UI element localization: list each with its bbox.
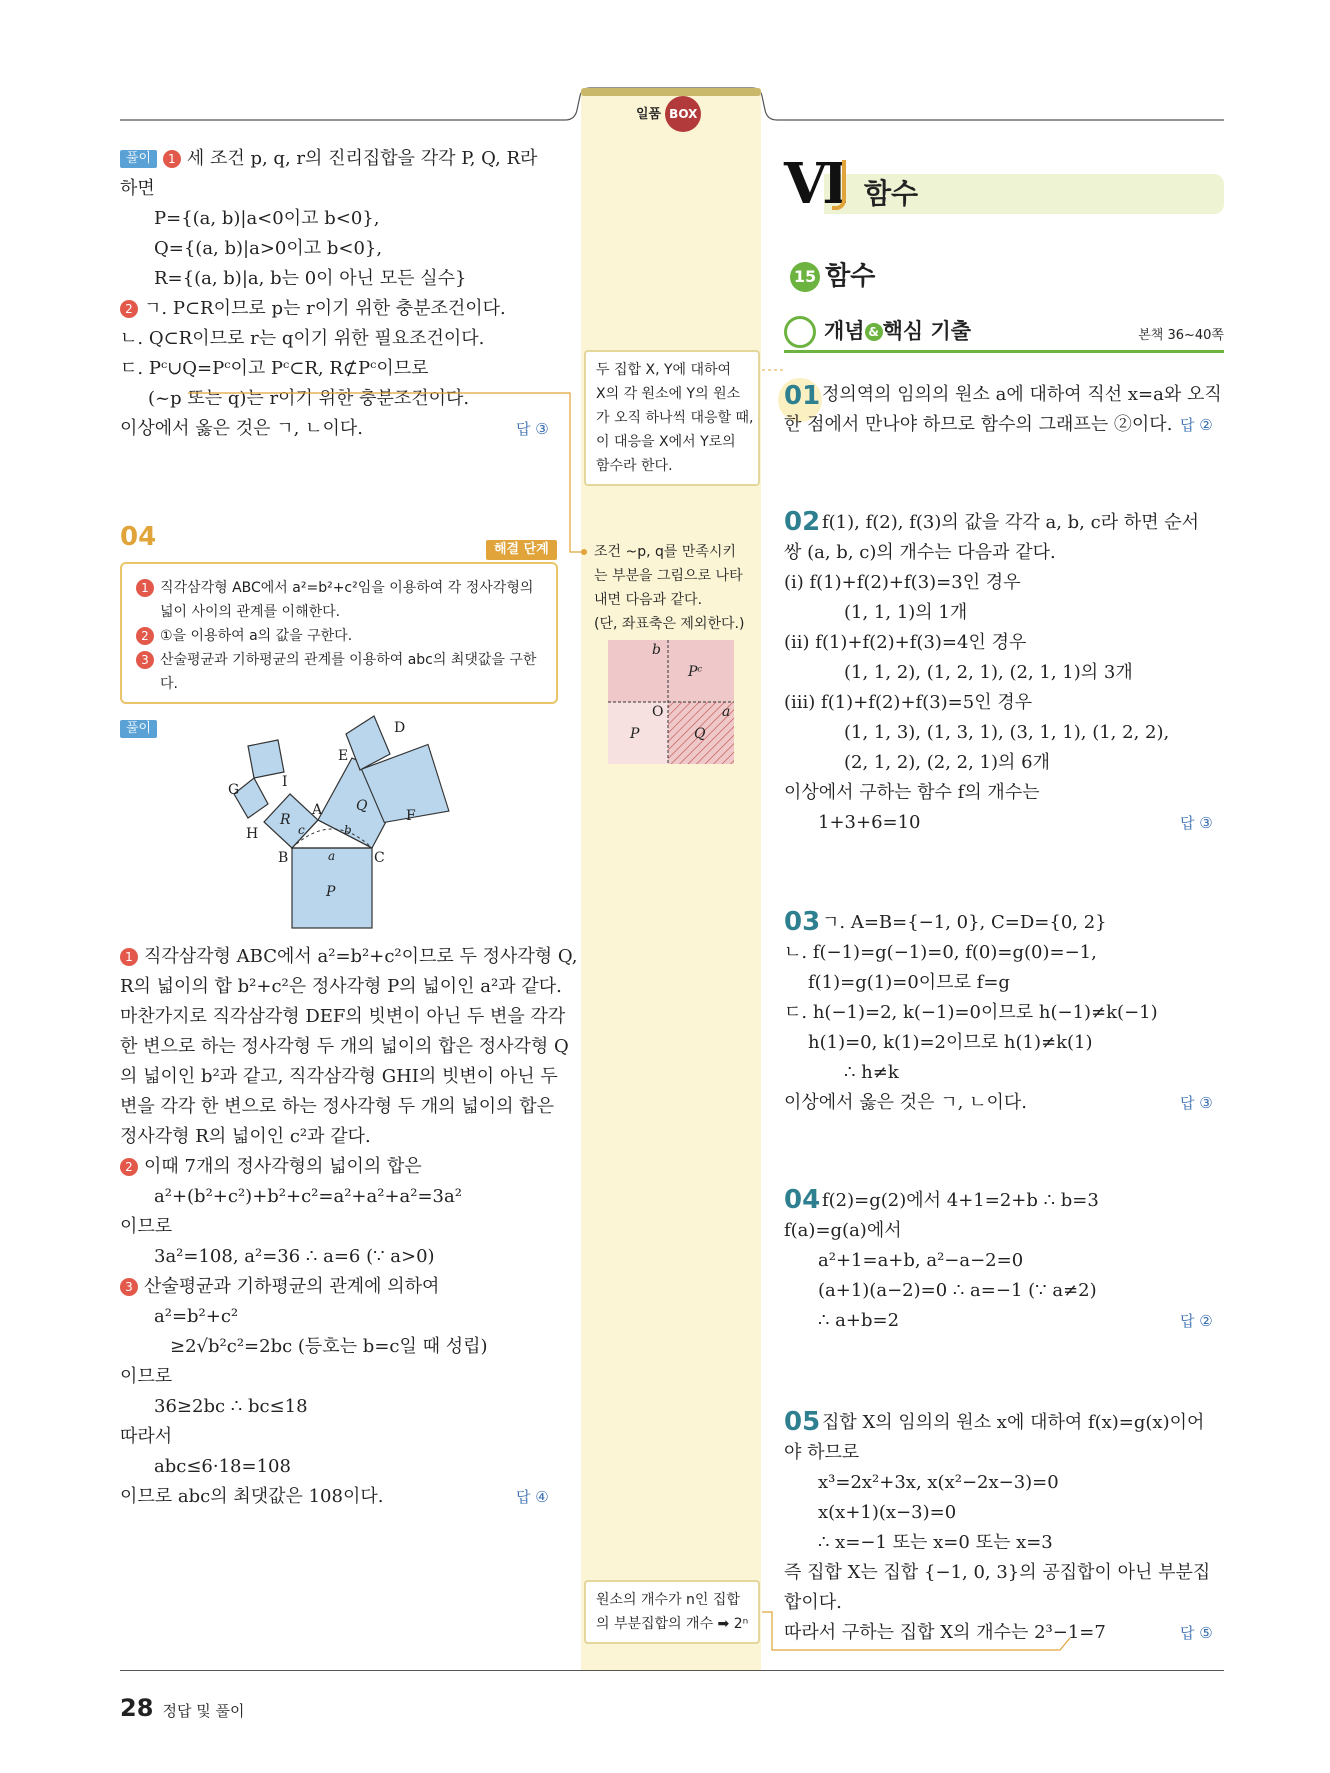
footer-rule bbox=[120, 1670, 1224, 1671]
text-line: 3a²=108, a²=36 ∴ a=6 (∵ a>0) bbox=[154, 1246, 435, 1267]
text-line: abc≤6·18=108 bbox=[154, 1456, 291, 1477]
text-line: 집합 X의 임의의 원소 x에 대하여 f(x)=g(x)이어 bbox=[822, 1412, 1205, 1433]
answer-badge: 답 ③ bbox=[516, 420, 549, 438]
chapter-banner bbox=[784, 152, 1224, 216]
text-line: 이때 7개의 정사각형의 넓이의 합은 bbox=[144, 1156, 422, 1177]
label-G: G bbox=[228, 782, 240, 798]
steps-label: 해결 단계 bbox=[486, 540, 557, 560]
text-line: 1+3+6=10 bbox=[818, 812, 921, 833]
text-line: P={(a, b)|a<0이고 b<0}, bbox=[154, 208, 380, 229]
label-H: H bbox=[246, 826, 259, 842]
solution-tag: 풀이 bbox=[120, 150, 157, 168]
text-line: 변을 각각 한 변으로 하는 정사각형 두 개의 넓이의 합은 bbox=[120, 1096, 555, 1117]
box-label-1: 일품 bbox=[636, 107, 662, 122]
text-line: (2, 1, 2), (2, 2, 1)의 6개 bbox=[844, 752, 1050, 773]
chapter-numeral: Ⅵ bbox=[784, 151, 849, 217]
problem-02 bbox=[784, 508, 1224, 838]
label-Q: Q bbox=[356, 798, 368, 814]
text-line: ㄱ. P⊂R이므로 p는 r이기 위한 충분조건이다. bbox=[144, 298, 506, 319]
solution-tag-2 bbox=[120, 718, 157, 738]
text-line: h(1)=0, k(1)=2이므로 h(1)≠k(1) bbox=[808, 1032, 1093, 1053]
text-line: 36≥2bc ∴ bc≤18 bbox=[154, 1396, 308, 1417]
page-number: 28 bbox=[120, 1694, 154, 1722]
text-line: (ⅰ) f(1)+f(2)+f(3)=3인 경우 bbox=[784, 572, 1021, 593]
subsection-title bbox=[824, 316, 971, 346]
subsection-icon bbox=[784, 316, 816, 348]
text-line: 정사각형 R의 넓이인 c²과 같다. bbox=[120, 1126, 371, 1147]
text-line: 이상에서 구하는 함수 f의 개수는 bbox=[784, 782, 1040, 803]
label-A: A bbox=[312, 802, 323, 818]
text-line: ㄷ. h(−1)=2, k(−1)=0이므로 h(−1)≠k(−1) bbox=[784, 1002, 1158, 1023]
sidebar-note-function-def bbox=[584, 350, 760, 486]
text-line: 이므로 bbox=[120, 1366, 173, 1387]
step-text: ①을 이용하여 a의 값을 구한다. bbox=[160, 628, 353, 644]
step-text: 넓이 사이의 관계를 이해한다. bbox=[160, 604, 341, 620]
problem-number: 01 bbox=[784, 381, 821, 411]
step-marker-1: 1 bbox=[163, 150, 181, 168]
label-D: D bbox=[394, 720, 406, 736]
footer bbox=[120, 1690, 245, 1726]
note-line: 의 부분집합의 개수 ➡ 2ⁿ bbox=[596, 1616, 749, 1632]
step-num: 1 bbox=[136, 579, 154, 597]
label-c: c bbox=[298, 823, 305, 837]
answer-badge: 답 ③ bbox=[1180, 1094, 1213, 1112]
text-line: (~p 또는 q)는 r이기 위한 충분조건이다. bbox=[148, 388, 470, 409]
step-text: 다. bbox=[160, 676, 178, 692]
region-Q-label: Q bbox=[694, 726, 706, 742]
text-line: ㄴ. f(−1)=g(−1)=0, f(0)=g(0)=−1, bbox=[784, 942, 1097, 963]
subsection-amp: & bbox=[865, 323, 883, 341]
text-line: Q={(a, b)|a>0이고 b<0}, bbox=[154, 238, 383, 259]
text-line: R={(a, b)|a, b는 0이 아닌 모든 실수} bbox=[154, 268, 467, 289]
note-line: 두 집합 X, Y에 대하여 bbox=[596, 362, 732, 378]
subsection-underline bbox=[784, 350, 1224, 353]
step-num: 3 bbox=[136, 651, 154, 669]
text-line: 따라서 구하는 집합 X의 개수는 2³−1=7 bbox=[784, 1622, 1106, 1643]
text-line: (1, 1, 1)의 1개 bbox=[844, 602, 968, 623]
page-reference: 본책 36~40쪽 bbox=[1138, 328, 1224, 343]
sidebar-note-condition bbox=[594, 540, 744, 636]
text-line: 마찬가지로 직각삼각형 DEF의 빗변이 아닌 두 변을 각각 bbox=[120, 1006, 566, 1027]
answer-badge: 답 ② bbox=[1180, 416, 1213, 434]
text-line: ∴ x=−1 또는 x=0 또는 x=3 bbox=[818, 1532, 1053, 1553]
label-E: E bbox=[338, 748, 349, 764]
problem-number: 02 bbox=[784, 507, 821, 537]
text-line: 쌍 (a, b, c)의 개수는 다음과 같다. bbox=[784, 542, 1056, 563]
text-line: 산술평균과 기하평균의 관계에 의하여 bbox=[144, 1276, 440, 1297]
text-line: 한 변으로 하는 정사각형 두 개의 넓이의 합은 정사각형 Q bbox=[120, 1036, 569, 1057]
pythagoras-figure bbox=[210, 710, 470, 930]
text-line: 이므로 bbox=[120, 1216, 173, 1237]
text-line: a²=b²+c² bbox=[154, 1306, 239, 1327]
region-graph bbox=[608, 640, 734, 764]
label-F: F bbox=[406, 808, 416, 824]
text-line: 이상에서 옳은 것은 ㄱ, ㄴ이다. bbox=[120, 418, 363, 439]
text-line: 즉 집합 X는 집합 {−1, 0, 3}의 공집합이 아닌 부분집 bbox=[784, 1562, 1211, 1583]
text-line: a²+1=a+b, a²−a−2=0 bbox=[818, 1250, 1024, 1271]
text-line: a²+(b²+c²)+b²+c²=a²+a²+a²=3a² bbox=[154, 1186, 462, 1207]
box-label-2: BOX bbox=[665, 96, 701, 132]
step-text: 직각삼각형 ABC에서 a²=b²+c²임을 이용하여 각 정사각형의 bbox=[160, 580, 534, 596]
chapter-title: 함수 bbox=[864, 177, 919, 210]
footer-label: 정답 및 풀이 bbox=[162, 1702, 245, 1720]
steps-box bbox=[120, 562, 558, 704]
text-line: f(2)=g(2)에서 4+1=2+b ∴ b=3 bbox=[822, 1190, 1099, 1211]
note-line: 이 대응을 X에서 Y로의 bbox=[596, 434, 736, 450]
problem-number: 04 bbox=[784, 1185, 821, 1215]
answer-badge: 답 ② bbox=[1180, 1312, 1213, 1330]
label-b: b bbox=[344, 823, 352, 837]
section-title: 함수 bbox=[825, 261, 876, 292]
note-line: 함수라 한다. bbox=[596, 458, 673, 474]
text-line: R의 넓이의 합 b²+c²은 정사각형 P의 넓이인 a²과 같다. bbox=[120, 976, 562, 997]
answer-badge: 답 ③ bbox=[1180, 814, 1213, 832]
text-line: (a+1)(a−2)=0 ∴ a=−1 (∵ a≠2) bbox=[818, 1280, 1097, 1301]
text-line: 야 하므로 bbox=[784, 1442, 860, 1463]
label-P: P bbox=[326, 884, 336, 900]
problem-04 bbox=[784, 1186, 1224, 1336]
chapter-bracket bbox=[832, 160, 846, 210]
problem-number: 05 bbox=[784, 1407, 821, 1437]
text-line: 정의역의 임의의 원소 a에 대하여 직선 x=a와 오직 bbox=[822, 384, 1222, 405]
subsection-title-1: 개념 bbox=[824, 319, 865, 343]
section-heading bbox=[790, 260, 875, 292]
text-line: 합이다. bbox=[784, 1592, 842, 1613]
subsection-bar bbox=[784, 312, 1224, 354]
problem-03 bbox=[784, 908, 1224, 1118]
answer-badge: 답 ④ bbox=[516, 1488, 549, 1506]
axis-b-label: b bbox=[652, 642, 661, 658]
step-marker-2: 2 bbox=[120, 1158, 138, 1176]
note-line: 내면 다음과 같다. bbox=[594, 592, 703, 608]
step-num: 2 bbox=[136, 627, 154, 645]
text-line: f(1)=g(1)=0이므로 f=g bbox=[808, 972, 1010, 993]
region-Pc-label: Pᶜ bbox=[688, 664, 703, 680]
note-line: 가 오직 하나씩 대응할 때, bbox=[596, 410, 754, 426]
text-line: ㄴ. Q⊂R이므로 r는 q이기 위한 필요조건이다. bbox=[120, 328, 485, 349]
step-text: 산술평균과 기하평균의 관계를 이용하여 abc의 최댓값을 구한 bbox=[160, 652, 537, 668]
solution-tag-label: 풀이 bbox=[120, 720, 157, 738]
note-line: (단, 좌표축은 제외한다.) bbox=[594, 616, 745, 632]
label-R: R bbox=[280, 812, 291, 828]
text-line: f(a)=g(a)에서 bbox=[784, 1220, 902, 1241]
text-line: (ⅲ) f(1)+f(2)+f(3)=5인 경우 bbox=[784, 692, 1033, 713]
text-line: 하면 bbox=[120, 178, 155, 199]
problem-05 bbox=[784, 1408, 1224, 1648]
text-line: ∴ a+b=2 bbox=[818, 1310, 900, 1331]
text-line: ∴ h≠k bbox=[844, 1062, 899, 1083]
text-line: 따라서 bbox=[120, 1426, 173, 1447]
subsection-title-2: 핵심 기출 bbox=[882, 319, 972, 343]
label-I: I bbox=[282, 774, 288, 790]
problem-number-04-left: 04 bbox=[120, 522, 157, 552]
note-line: 원소의 개수가 n인 집합 bbox=[596, 1592, 740, 1608]
axis-a-label: a bbox=[722, 704, 731, 720]
text-line: 이므로 abc의 최댓값은 108이다. bbox=[120, 1486, 384, 1507]
left-solution-2 bbox=[120, 942, 578, 1522]
text-line: 한 점에서 만나야 하므로 함수의 그래프는 ②이다. bbox=[784, 414, 1173, 435]
text-line: 의 넓이인 b²과 같고, 직각삼각형 GHI의 빗변이 아닌 두 bbox=[120, 1066, 558, 1087]
square-I bbox=[248, 740, 284, 778]
label-B: B bbox=[278, 850, 289, 866]
note-line: X의 각 원소에 Y의 원소 bbox=[596, 386, 741, 402]
text-line: (1, 1, 3), (1, 3, 1), (3, 1, 1), (1, 2, 2), bbox=[844, 722, 1170, 743]
label-a: a bbox=[328, 849, 336, 863]
text-line: (ⅱ) f(1)+f(2)+f(3)=4인 경우 bbox=[784, 632, 1027, 653]
problem-01 bbox=[784, 380, 1224, 444]
origin-label: O bbox=[652, 704, 664, 720]
text-line: ㄷ. Pᶜ∪Q=Pᶜ이고 Pᶜ⊂R, R⊄Pᶜ이므로 bbox=[120, 358, 429, 379]
text-line: x³=2x²+3x, x(x²−2x−3)=0 bbox=[818, 1472, 1059, 1493]
step-marker-1: 1 bbox=[120, 948, 138, 966]
note-line: 조건 ~p, q를 만족시키 bbox=[594, 544, 736, 560]
text-line: x(x+1)(x−3)=0 bbox=[818, 1502, 957, 1523]
note-line: 는 부분을 그림으로 나타 bbox=[594, 568, 743, 584]
answer-badge: 답 ⑤ bbox=[1180, 1624, 1213, 1642]
sidebar-note-subsets bbox=[584, 1580, 760, 1644]
square-R bbox=[264, 794, 318, 848]
step-marker-3: 3 bbox=[120, 1278, 138, 1296]
problem-number: 03 bbox=[784, 907, 821, 937]
text-line: 직각삼각형 ABC에서 a²=b²+c²이므로 두 정사각형 Q, bbox=[144, 946, 578, 967]
region-P-label: P bbox=[630, 726, 640, 742]
text-line: f(1), f(2), f(3)의 값을 각각 a, b, c라 하면 순서 bbox=[822, 512, 1200, 533]
text-line: ㄱ. A=B={−1, 0}, C=D={0, 2} bbox=[822, 912, 1107, 933]
label-C: C bbox=[374, 850, 385, 866]
text-line: 이상에서 옳은 것은 ㄱ, ㄴ이다. bbox=[784, 1092, 1027, 1113]
text-line: 세 조건 p, q, r의 진리집합을 각각 P, Q, R라 bbox=[186, 148, 538, 169]
text-line: (1, 1, 2), (1, 2, 1), (2, 1, 1)의 3개 bbox=[844, 662, 1133, 683]
step-marker-2: 2 bbox=[120, 300, 138, 318]
text-line: ≥2√b²c²=2bc (등호는 b=c일 때 성립) bbox=[170, 1336, 488, 1357]
section-number: 15 bbox=[790, 262, 820, 292]
